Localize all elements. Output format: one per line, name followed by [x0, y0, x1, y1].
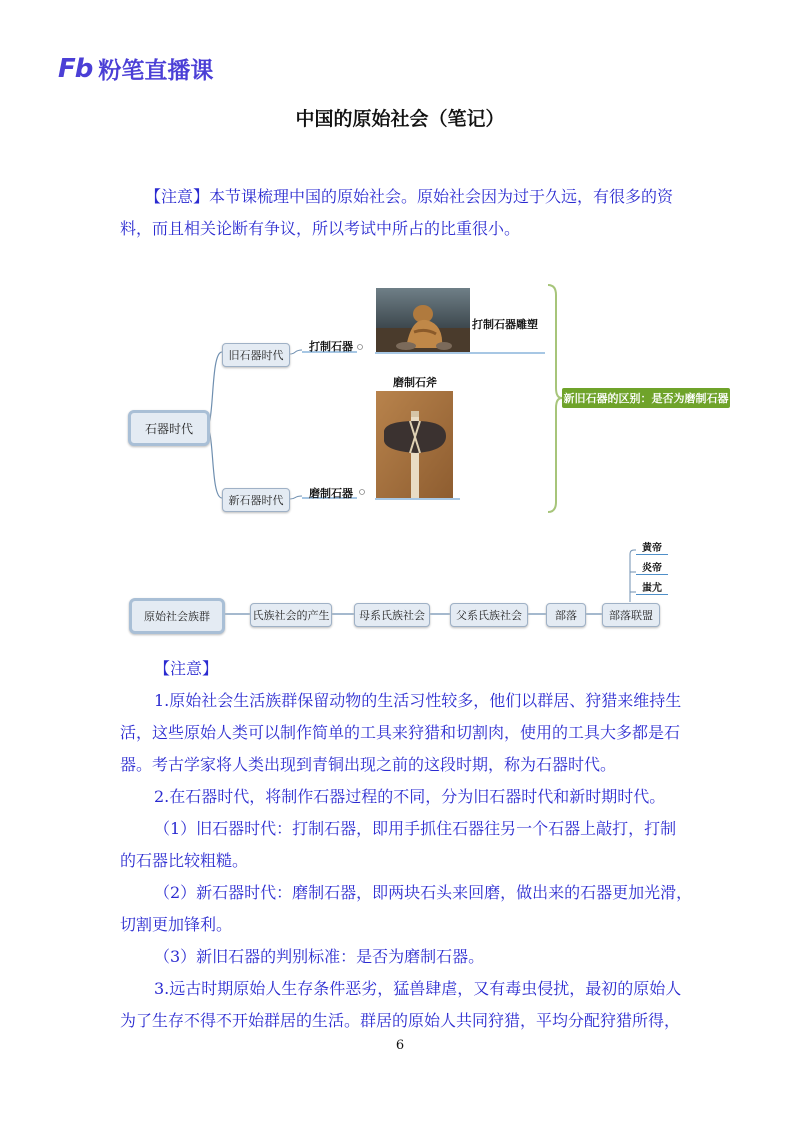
note-3-line-2: 的石器比较粗糙。	[120, 851, 249, 870]
mindmap-node-old-stone-age: 旧石器时代	[222, 343, 290, 367]
polished-stone-axe-image	[376, 391, 453, 498]
intro-line-2: 料，而且相关论断有争议，所以考试中所占的比重很小。	[120, 219, 521, 238]
mindmap-root-stone-age: 石器时代	[128, 410, 210, 446]
leader-huangdi: 黄帝	[636, 538, 668, 555]
stone-age-difference-summary: 新旧石器的区别：是否为磨制石器	[562, 388, 730, 408]
note-6-line-2: 为了生存不得不开始群居的生活。群居的原始人共同狩猎，平均分配狩猎所得，	[120, 1011, 681, 1030]
note-6-line-1: 3.远古时期原始人生存条件恶劣，猛兽肆虐，又有毒虫侵扰，最初的原始人	[154, 979, 682, 998]
note-4-line-1: （2）新石器时代：磨制石器，即两块石头来回磨，做出来的石器更加光滑，	[154, 883, 693, 902]
fb-logo-icon: Fb	[58, 53, 93, 84]
mindmap-node-new-stone-age: 新石器时代	[222, 488, 290, 512]
mindmap-node-patriarchal: 父系氏族社会	[450, 603, 528, 627]
note-5: （3）新旧石器的判别标准：是否为磨制石器。	[154, 947, 485, 966]
mindmap-node-clan-origin: 氏族社会的产生	[250, 603, 332, 627]
note-1-line-1: 1.原始社会生活族群保留动物的生活习性较多，他们以群居、狩猎来维持生	[154, 691, 682, 710]
leader-yandi: 炎帝	[636, 558, 668, 575]
note-1-line-2: 活，这些原始人类可以制作简单的工具来狩猎和切割肉，使用的工具大多都是石	[120, 723, 681, 742]
intro-line-1: 【注意】本节课梳理中国的原始社会。原始社会因为过于久远，有很多的资	[145, 187, 674, 206]
chipped-stone-sculpture-image	[376, 288, 470, 352]
page-number: 6	[395, 1038, 405, 1053]
note-1-line-3: 器。考古学家将人类出现到青铜出现之前的这段时期，称为石器时代。	[120, 755, 617, 774]
brand-name: 粉笔直播课	[98, 58, 214, 84]
sculpture-image-caption: 打制石器雕塑	[472, 318, 538, 331]
mindmap-node-matriarchal: 母系氏族社会	[354, 603, 430, 627]
note-2: 2.在石器时代，将制作石器过程的不同，分为旧石器时代和新时期时代。	[154, 787, 666, 806]
mindmap-node-tribal-alliance: 部落联盟	[602, 603, 660, 627]
page-title: 中国的原始社会（笔记）	[295, 108, 505, 130]
mindmap-leaf-chipped-stone: 打制石器	[309, 340, 353, 353]
brand-logo	[58, 52, 213, 85]
axe-image-caption: 磨制石斧	[393, 376, 437, 389]
mindmap-leaf-polished-stone: 磨制石器	[309, 487, 353, 500]
leader-chiyou: 蚩尤	[636, 578, 668, 595]
mindmap-node-tribe: 部落	[546, 603, 586, 627]
mindmap-root-primitive-society: 原始社会族群	[129, 598, 225, 634]
note-3-line-1: （1）旧石器时代：打制石器，即用手抓住石器往另一个石器上敲打，打制	[154, 819, 677, 838]
note-4-line-2: 切割更加锋利。	[120, 915, 233, 934]
notes-heading: 【注意】	[154, 659, 219, 678]
